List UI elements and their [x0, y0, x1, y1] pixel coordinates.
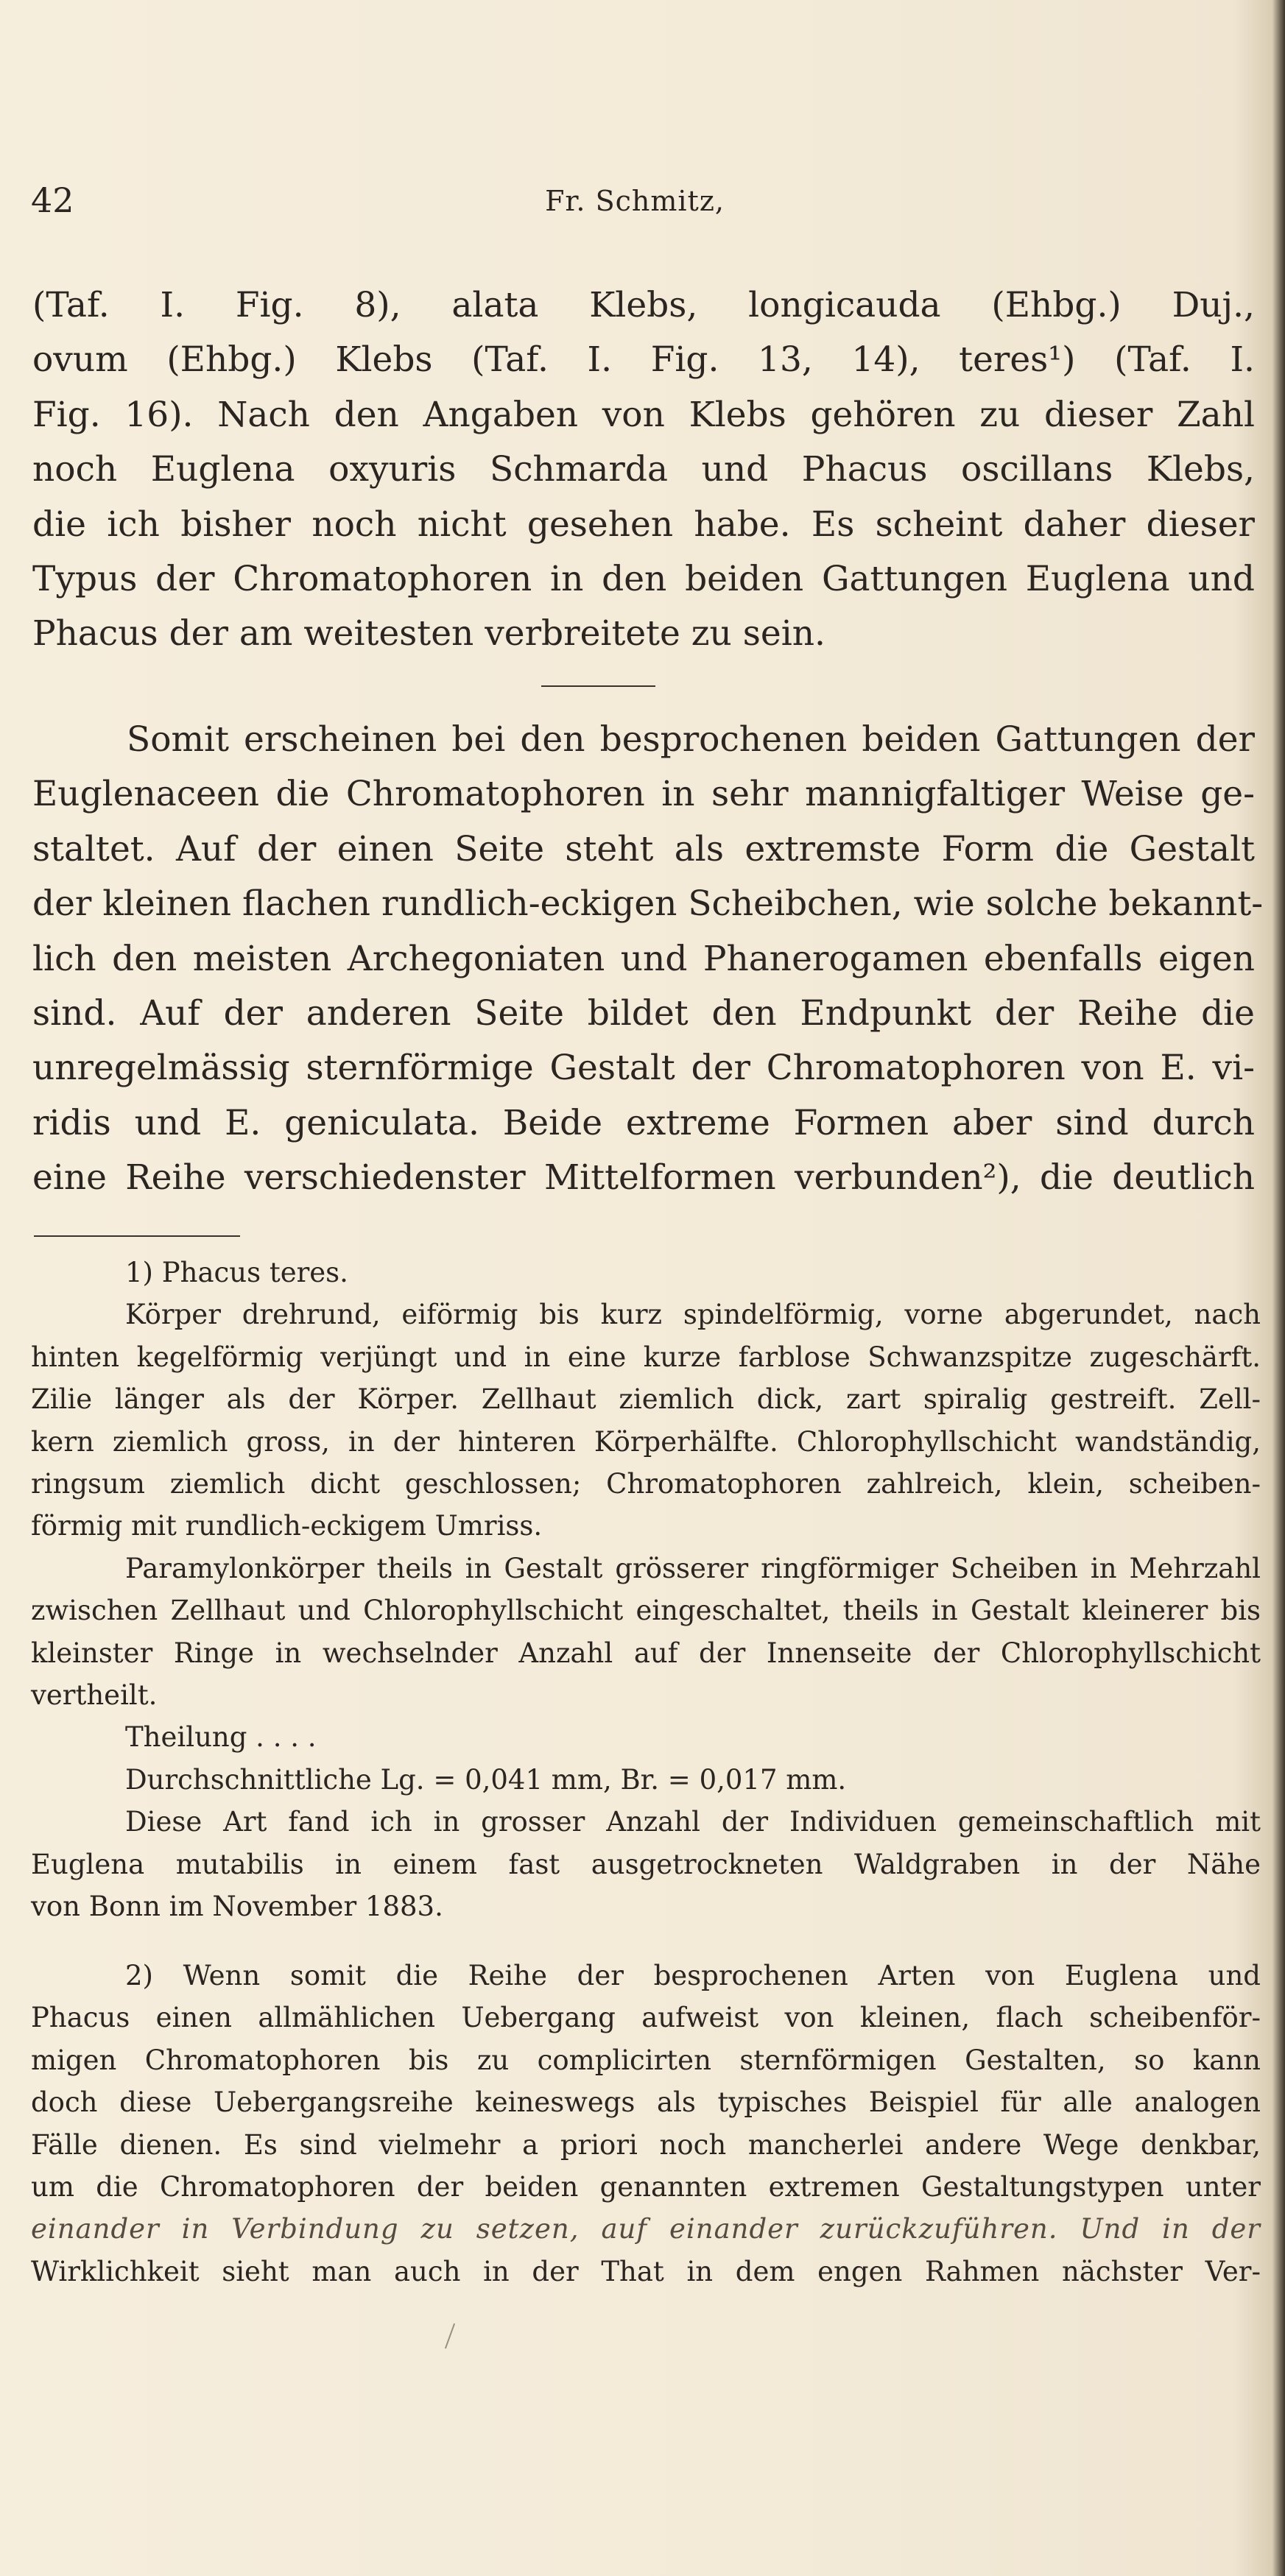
footnote-line: migen Chromatophoren bis zu complicirten sternförmigen Gestalten, so kann: [31, 2044, 1261, 2076]
paragraph-2: [32, 713, 1264, 1206]
page-header: [31, 180, 1239, 225]
text-line: noch Euglena oxyuris Schmarda und Phacus oscillans Klebs,: [32, 449, 1255, 490]
footnote-line: Paramylonkörper theils in Gestalt grösserer ringförmiger Scheiben in Mehrzahl: [125, 1552, 1261, 1584]
text-line: Somit erscheinen bei den besprochenen beiden Gattungen der: [127, 719, 1255, 760]
footnote-1: [31, 1252, 1261, 1928]
text-line: Typus der Chromatophoren in den beiden Gattungen Euglena und: [32, 559, 1255, 600]
footnote-separator: [34, 1235, 240, 1237]
text-line: Phacus der am weitesten verbreitete zu sein.: [32, 613, 825, 654]
footnote-line: Phacus einen allmählichen Uebergang aufweist von kleinen, flach scheibenför-: [31, 2002, 1261, 2034]
footnote-line: Diese Art fand ich in grosser Anzahl der Individuen gemeinschaftlich mit: [125, 1806, 1261, 1838]
text-line: (Taf. I. Fig. 8), alata Klebs, longicauda (Ehbg.) Duj.,: [32, 285, 1255, 325]
paragraph-1: [32, 278, 1255, 662]
footnote-line: von Bonn im November 1883.: [31, 1891, 443, 1923]
page-number: 42: [31, 180, 74, 220]
footnote-2: [31, 1955, 1261, 2293]
text-line: ovum (Ehbg.) Klebs (Taf. I. Fig. 13, 14), teres¹) (Taf. I.: [32, 339, 1255, 381]
text-line: der kleinen flachen rundlich-eckigen Scheibchen, wie solche bekannt-: [32, 883, 1264, 925]
footnote-line: kern ziemlich gross, in der hinteren Körperhälfte. Chlorophyllschicht wandständig,: [31, 1425, 1261, 1458]
text-line: sind. Auf der anderen Seite bildet den Endpunkt der Reihe die: [32, 993, 1255, 1034]
footnote-heading: 1) Phacus teres.: [125, 1257, 348, 1288]
text-line: staltet. Auf der einen Seite steht als extremste Form die Gestalt: [32, 828, 1255, 869]
footnote-line: ringsum ziemlich dicht geschlossen; Chromatophoren zahlreich, klein, scheiben-: [31, 1468, 1261, 1500]
footnote-line: förmig mit rundlich-eckigem Umriss.: [31, 1510, 543, 1542]
text-line: lich den meisten Archegoniaten und Phanerogamen ebenfalls eigen: [32, 938, 1255, 979]
footnote-line: Fälle dienen. Es sind vielmehr a priori noch mancherlei andere Wege denkbar,: [31, 2128, 1261, 2161]
pencil-mark: [445, 2323, 455, 2349]
footnote-line: Theilung . . . .: [125, 1721, 317, 1754]
running-head: Fr. Schmitz,: [545, 185, 725, 217]
footnote-line: zwischen Zellhaut und Chlorophyllschicht eingeschaltet, theils in Gestalt kleinerer bis: [31, 1595, 1261, 1627]
footnote-line: einander in Verbindung zu setzen, auf einander zurückzuführen. Und in der: [31, 2213, 1261, 2245]
text-line: die ich bisher noch nicht gesehen habe. Es scheint daher dieser: [32, 504, 1255, 545]
footnote-line: 2) Wenn somit die Reihe der besprochenen Arten von Euglena und: [125, 1960, 1261, 1991]
footnote-line: hinten kegelförmig verjüngt und in eine kurze farblose Schwanzspitze zugeschärft.: [31, 1341, 1261, 1373]
footnote-line: Euglena mutabilis in einem fast ausgetrockneten Waldgraben in der Nähe: [31, 1848, 1261, 1880]
section-separator: [541, 685, 655, 687]
footnote-line: Wirklichkeit sieht man auch in der That in dem engen Rahmen nächster Ver-: [31, 2255, 1261, 2287]
footnote-line: Zilie länger als der Körper. Zellhaut ziemlich dick, zart spiralig gestreift. Zell-: [31, 1383, 1261, 1416]
footnote-line: Durchschnittliche Lg. = 0,041 mm, Br. = 0,017 mm.: [125, 1763, 847, 1796]
text-line: unregelmässig sternförmige Gestalt der Chromatophoren von E. vi-: [32, 1048, 1255, 1089]
text-line: Euglenaceen die Chromatophoren in sehr mannigfaltiger Weise ge-: [32, 774, 1255, 815]
text-line: eine Reihe verschiedenster Mittelformen verbunden²), die deutlich: [32, 1157, 1255, 1199]
footnote-line: kleinster Ringe in wechselnder Anzahl auf der Innenseite der Chlorophyllschicht: [31, 1637, 1261, 1669]
footnote-line: um die Chromatophoren der beiden genannten extremen Gestaltungstypen unter: [31, 2171, 1261, 2203]
text-line: Fig. 16). Nach den Angaben von Klebs gehören zu dieser Zahl: [32, 394, 1255, 435]
text-line: ridis und E. geniculata. Beide extreme Formen aber sind durch: [32, 1102, 1255, 1143]
footnote-line: doch diese Uebergangsreihe keineswegs als typisches Beispiel für alle analogen: [31, 2086, 1261, 2119]
footnote-line: Körper drehrund, eiförmig bis kurz spindelförmig, vorne abgerundet, nach: [125, 1299, 1261, 1331]
footnote-line: vertheilt.: [31, 1679, 158, 1712]
